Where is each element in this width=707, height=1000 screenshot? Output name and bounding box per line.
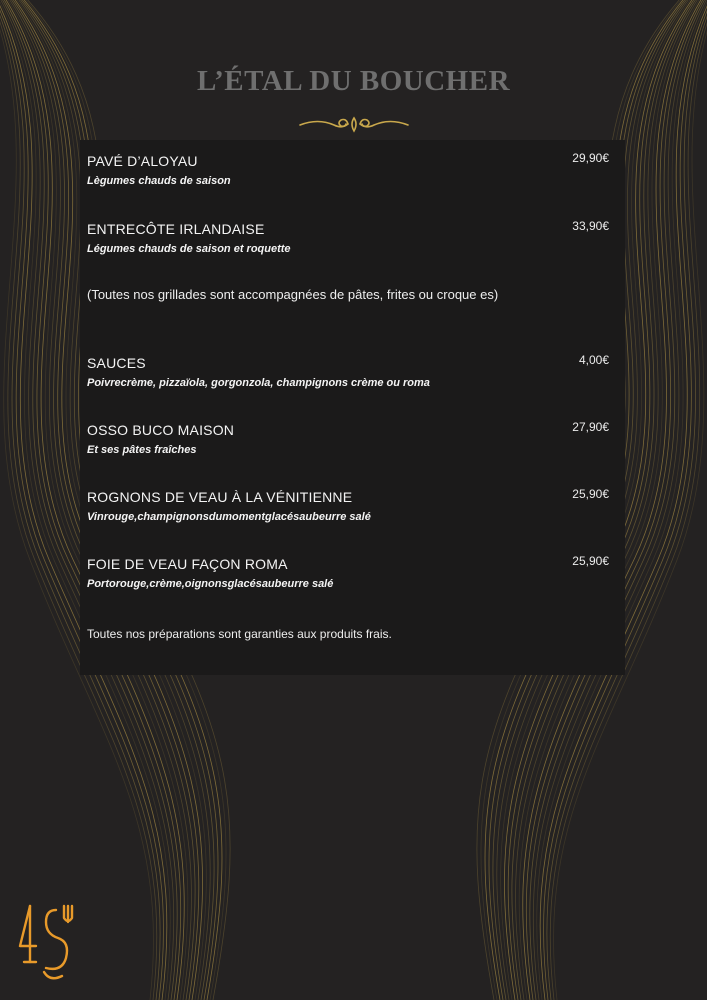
grill-note: (Toutes nos grillades sont accompagnées de pâtes, frites ou croque es)	[87, 287, 499, 302]
item-description: Vinrouge,champignonsdumomentglacésaubeurre salé	[87, 511, 371, 523]
item-name: FOIE DE VEAU FAÇON ROMA	[87, 556, 288, 572]
item-price: 4,00€	[578, 353, 609, 367]
menu-item-pave-aloyau	[87, 153, 617, 187]
item-price: 25,90€	[572, 554, 609, 568]
menu-item-rognons	[87, 489, 617, 523]
item-price: 29,90€	[572, 151, 609, 165]
menu-item-foie-de-veau	[87, 556, 617, 590]
menu-item-sauces	[87, 355, 617, 389]
item-description: Portorouge,crème,oignonsglacésaubeurre salé	[87, 578, 334, 590]
item-name: ENTRECÔTE IRLANDAISE	[87, 221, 265, 237]
item-name: ROGNONS DE VEAU À LA VÉNITIENNE	[87, 489, 353, 505]
item-description: Lègumes chauds de saison	[87, 175, 231, 187]
page-title: L’ÉTAL DU BOUCHER	[196, 65, 511, 97]
item-description: Et ses pâtes fraîches	[87, 444, 197, 456]
item-name: PAVÉ D’ALOYAU	[87, 153, 198, 169]
item-price: 33,90€	[572, 219, 609, 233]
fresh-products-note: Toutes nos préparations sont garanties aux produits frais.	[87, 627, 392, 641]
item-price: 27,90€	[572, 420, 609, 434]
item-name: SAUCES	[87, 355, 146, 371]
item-price: 25,90€	[572, 487, 609, 501]
menu-item-entrecote	[87, 221, 617, 255]
item-description: Poivrecrème, pizzaïola, gorgonzola, champignons crème ou roma	[87, 377, 430, 389]
scroll-flourish-icon	[298, 114, 410, 136]
menu-item-osso-buco	[87, 422, 617, 456]
item-name: OSSO BUCO MAISON	[87, 422, 235, 438]
restaurant-logo-icon	[16, 902, 78, 986]
item-description: Légumes chauds de saison et roquette	[87, 243, 291, 255]
